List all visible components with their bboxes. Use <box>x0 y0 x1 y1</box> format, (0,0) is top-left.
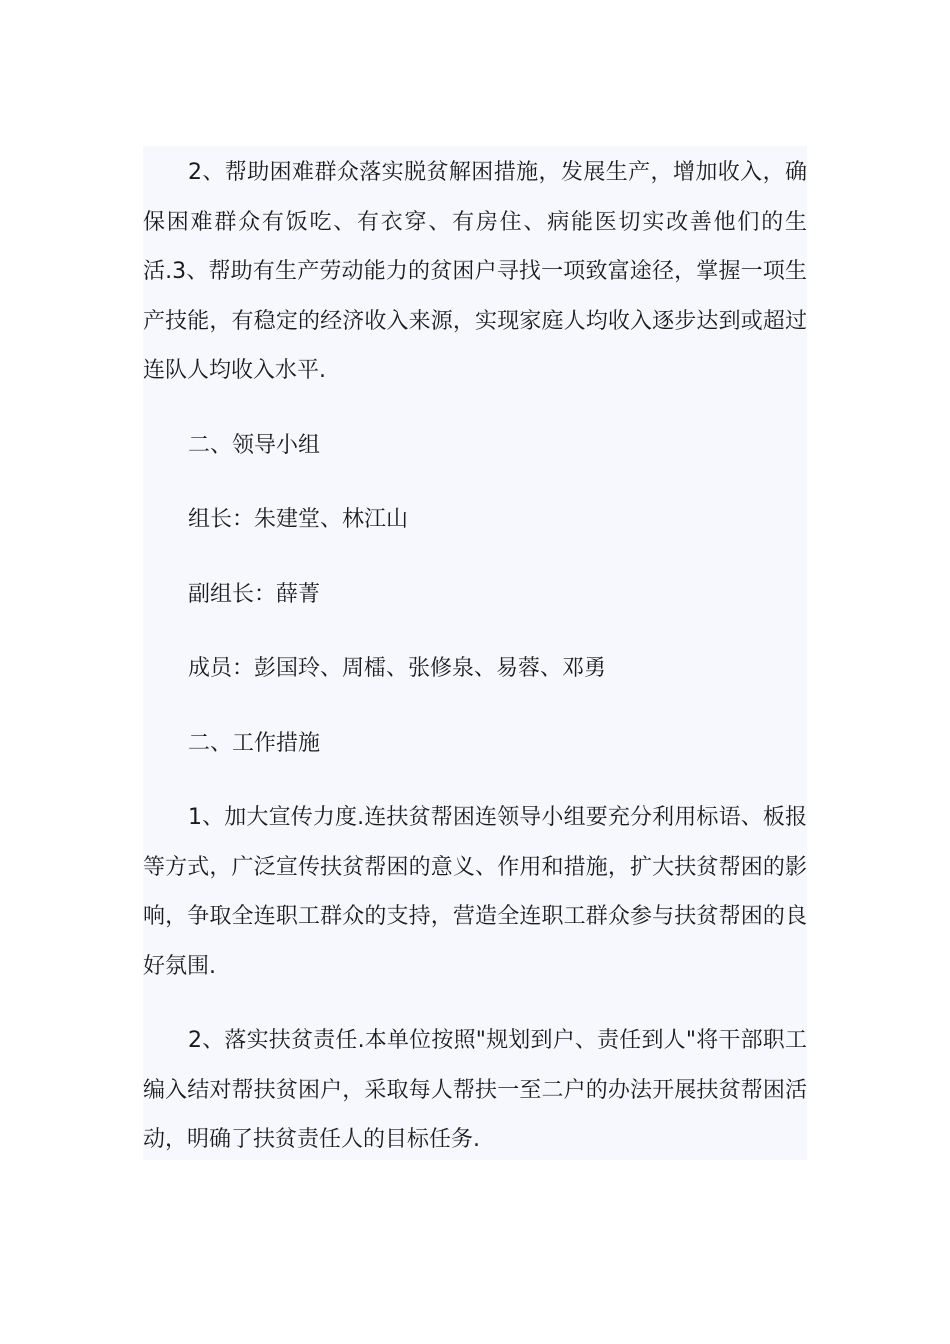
paragraph-gap <box>143 470 807 495</box>
heading-work-measures: 二、工作措施 <box>188 730 321 756</box>
paragraph-poverty-goals: 2、帮助困难群众落实脱贫解困措施，发展生产，增加收入，确保困难群众有饭吃、有衣穿、有房住、病能医切实改善他们的生活.3、帮助有生产劳动能力的贫困户寻找一项致富途径，掌握一项生产技能，有稳定的经济收入来源，实现家庭人均收入逐步达到或超过连队人均收入水平. <box>143 160 807 383</box>
heading-leadership-group: 二、领导小组 <box>188 432 321 458</box>
paragraph-gap <box>143 991 807 1016</box>
paragraph-gap <box>143 694 807 719</box>
paragraph-gap <box>143 396 807 421</box>
paragraph-gap <box>143 768 807 793</box>
members-line: 成员：彭国玲、周檑、张修泉、易蓉、邓勇 <box>188 656 607 681</box>
paragraph-gap <box>143 545 807 570</box>
paragraph-publicity: 1、加大宣传力度.连扶贫帮困连领导小组要充分利用标语、板报等方式，广泛宣传扶贫帮困的意义、作用和措施，扩大扶贫帮困的影响，争取全连职工群众的支持，营造全连职工群众参与扶贫帮困的良好氛围. <box>143 805 807 979</box>
paragraph-gap <box>143 619 807 644</box>
document-content <box>143 146 807 1160</box>
group-leader-line: 组长：朱建堂、林江山 <box>188 507 409 532</box>
paragraph-responsibility: 2、落实扶贫责任.本单位按照"规划到户、责任到人"将干部职工编入结对帮扶贫困户，采取每人帮扶一至二户的办法开展扶贫帮困活动，明确了扶贫责任人的目标任务. <box>143 1028 807 1152</box>
deputy-leader-line: 副组长：薛菁 <box>188 581 321 607</box>
